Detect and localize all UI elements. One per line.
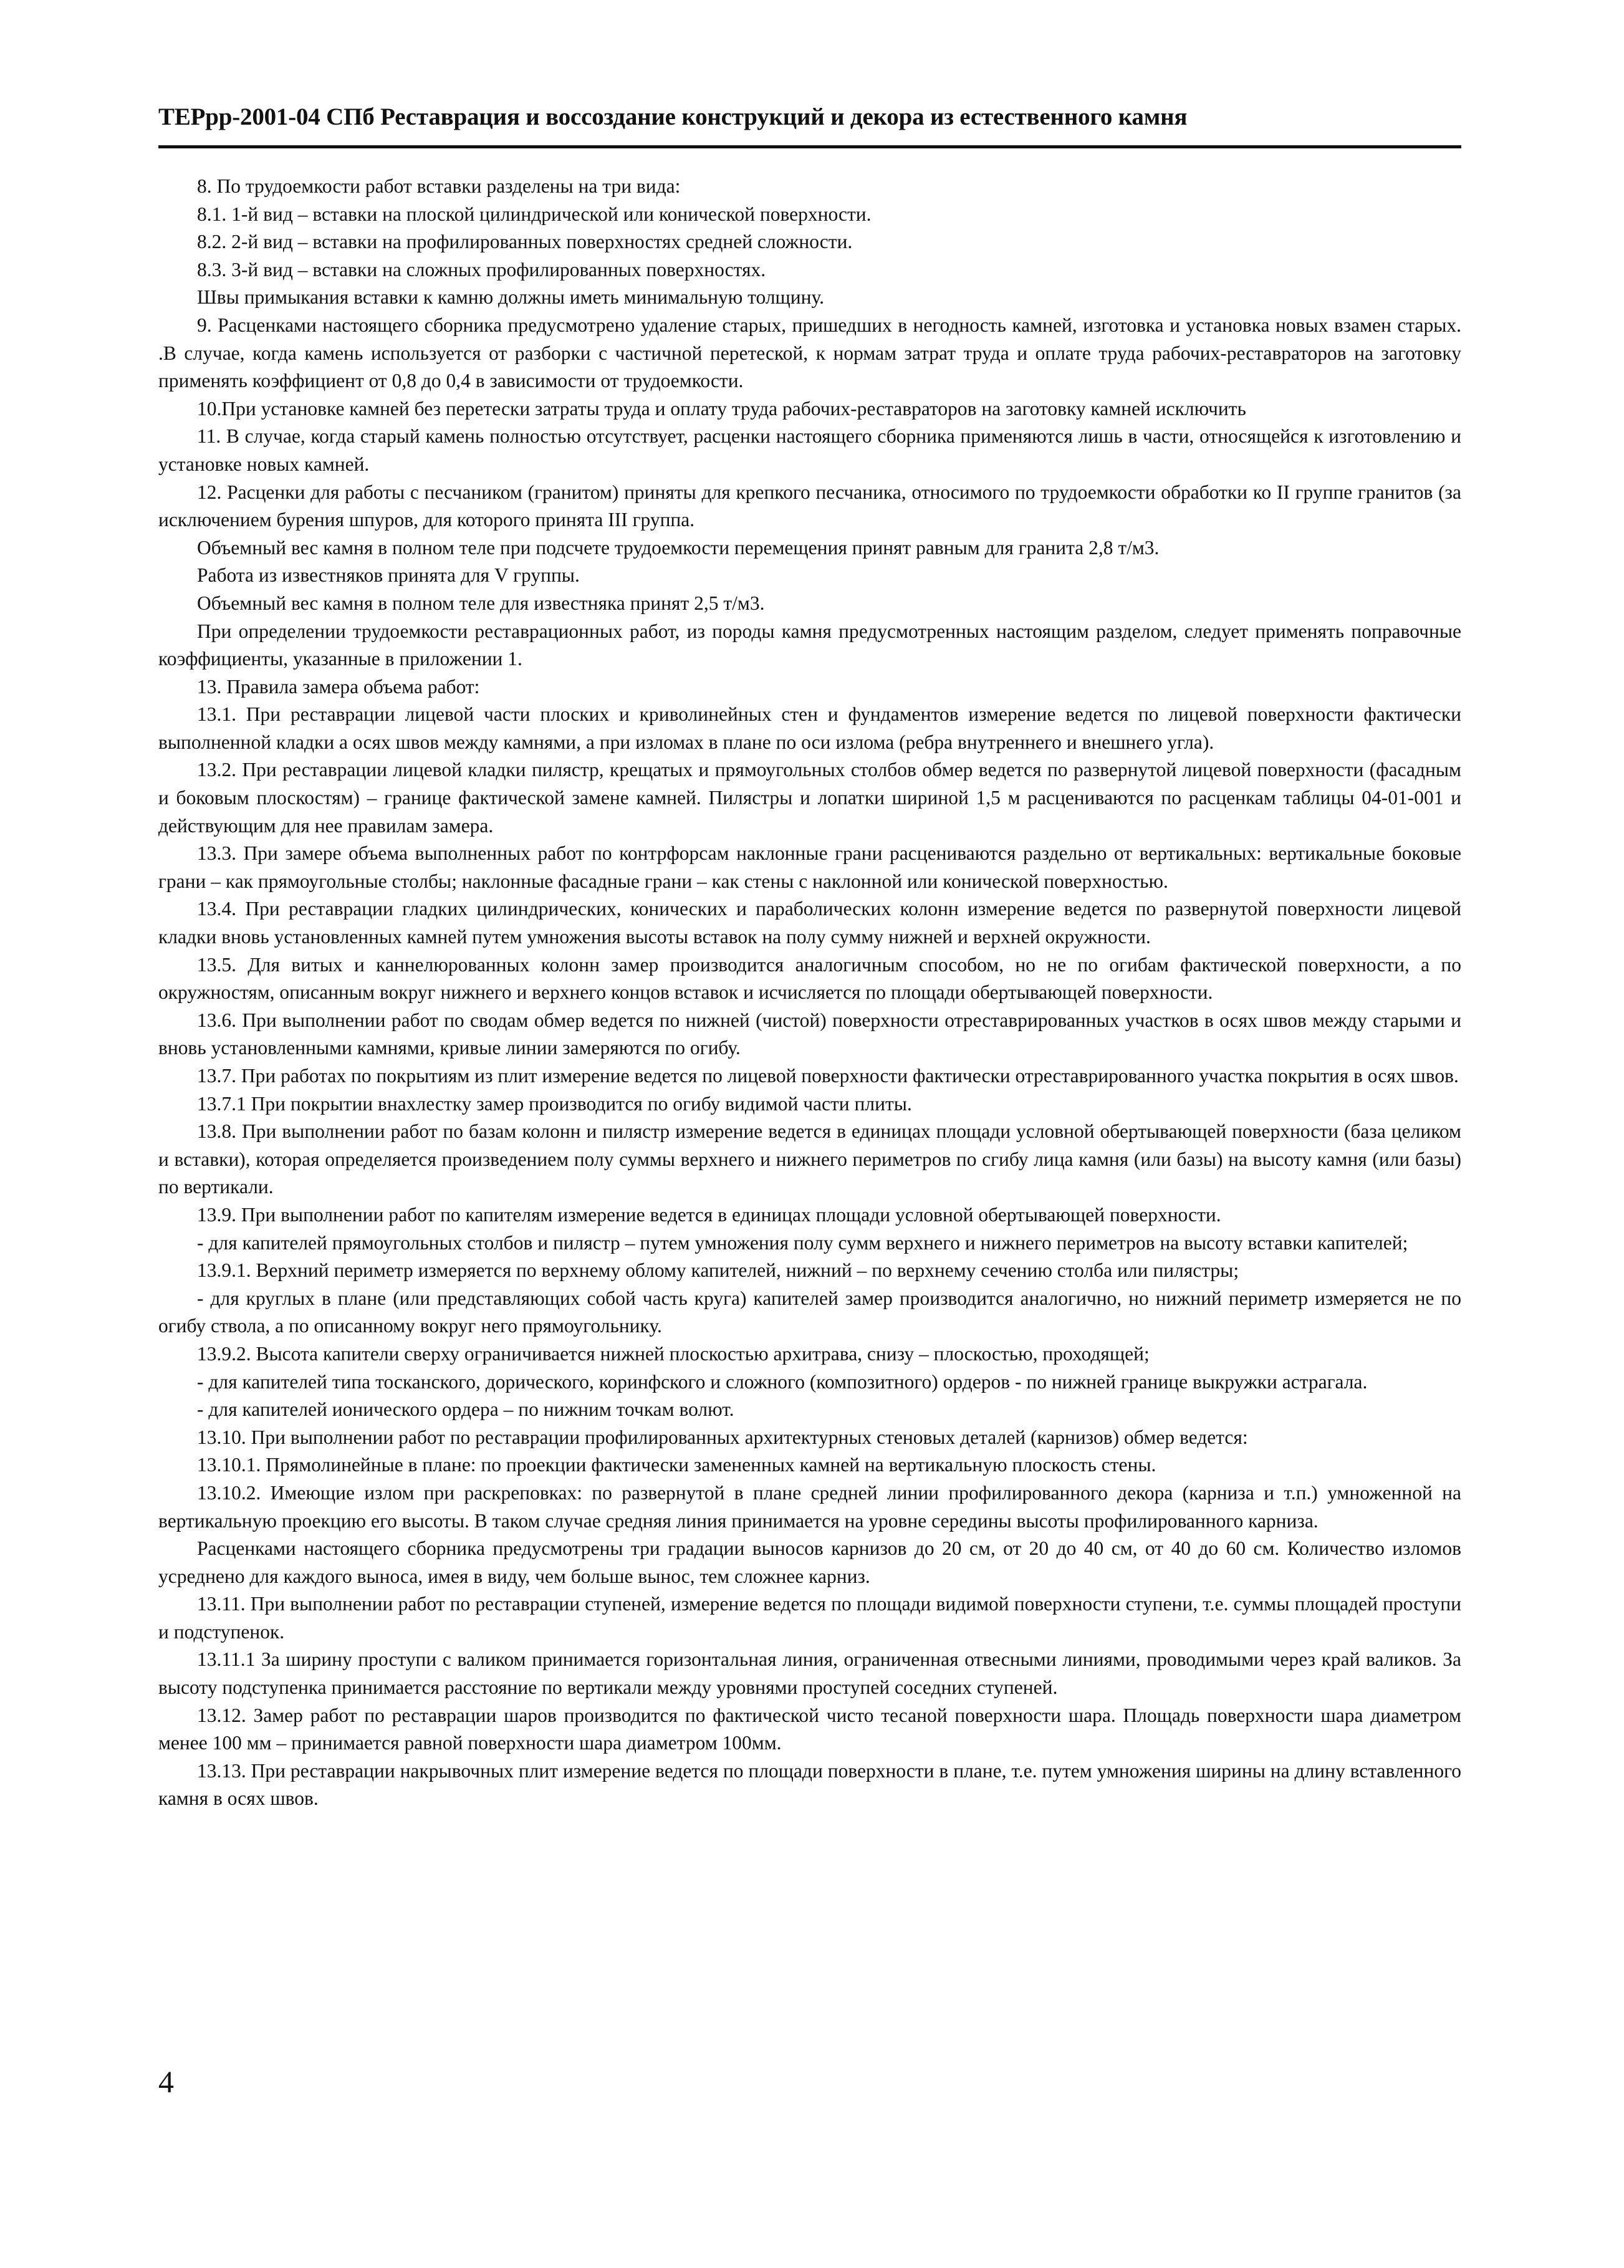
body-paragraph: - для капителей типа тосканского, дорического, коринфского и сложного (композитного) ордеров - по нижней границе выкружки астрагала. [197,1370,1368,1393]
body-paragraph: 13.11. При выполнении работ по реставрации ступеней, измерение ведется по площади видимой поверхности ступени, т.е. суммы площадей проступи и подступенок. [158,1593,1461,1643]
body-paragraph: 13.1. При реставрации лицевой части плоских и криволинейных стен и фундаментов измерение ведется по лицевой поверхности фактически выполненной кладки а осях швов между камнями, а при изломах в плане по оси излома (ребра внутреннего и внешнего угла). [158,703,1461,753]
body-paragraph: 11. В случае, когда старый камень полностью отсутствует, расценки настоящего сборника применяются лишь в части, относящейся к изготовлению и установке новых камней. [158,425,1461,475]
body-paragraph: При определении трудоемкости реставрационных работ, из породы камня предусмотренных настоящим разделом, следует применять поправочные коэффициенты, указанные в приложении 1. [158,620,1461,670]
body-paragraph: 13.6. При выполнении работ по сводам обмер ведется по нижней (чистой) поверхности отреставрированных участков в осях швов между старыми и вновь установленными камнями, кривые линии замеряются по огибу. [158,1009,1461,1059]
body-paragraph: 13.10.2. Имеющие излом при раскреповках: по развернутой в плане средней линии профилированного декора (карниза и т.п.) умноженной на вертикальную проекцию его высоты. В таком случае средняя линия принимается на уровне середины высоты профилированного карниза. [158,1481,1461,1532]
body-paragraph: 8.1. 1-й вид – вставки на плоской цилиндрической или конической поверхности. [197,203,872,225]
body-paragraph: - для капителей ионического ордера – по нижним точкам волют. [197,1398,734,1421]
body-paragraph: 13.11.1 За ширину проступи с валиком принимается горизонтальная линия, ограниченная отвесными линиями, проводимыми через край валиков. За высоту подступенка принимается расстояние по вертикали между уровнями проступей соседних ступеней. [158,1648,1461,1699]
header-divider [158,145,1461,148]
body-paragraph: 8.2. 2-й вид – вставки на профилированных поверхностях средней сложности. [197,231,853,253]
body-paragraph: 13.5. Для витых и каннелюрованных колонн замер производится аналогичным способом, но не по огибам фактической поверхности, а по окружностям, описанным вокруг нижнего и верхнего концов вставок и исчисляется по площади обертывающей поверхности. [158,953,1461,1004]
body-paragraph: 12. Расценки для работы с песчаником (гранитом) приняты для крепкого песчаника, относимого по трудоемкости обработки ко II группе гранитов (за исключением бурения шпуров, для которого принята III группа. [158,481,1461,531]
body-paragraph: - для круглых в плане (или представляющих собой часть круга) капителей замер производится аналогично, но нижний периметр измеряется не по огибу ствола, а по описанному вокруг него прямоугольнику. [158,1287,1461,1337]
body-paragraph: 13.4. При реставрации гладких цилиндрических, конических и параболических колонн измерение ведется по развернутой поверхности лицевой кладки вновь установленных камней путем умножения высоты вставок на полу сумму нижней и верхней окружности. [158,898,1461,948]
body-paragraph: Расценками настоящего сборника предусмотрены три градации выносов карнизов до 20 см, от 20 до 40 см, от 40 до 60 см. Количество изломов усреднено для каждого выноса, имея в виду, чем больше вынос, тем сложнее карниз. [158,1537,1461,1587]
body-paragraph: 9. Расценками настоящего сборника предусмотрено удаление старых, пришедших в негодность камней, изготовка и установка новых взамен старых. .В случае, когда камень используется от разборки с частичной перетеской, к нормам затрат труда и оплате труда рабочих-реставраторов на заготовку применять коэффициент от 0,8 до 0,4 в зависимости от трудоемкости. [158,314,1461,392]
body-paragraph: 13.7. При работах по покрытиям из плит измерение ведется по лицевой поверхности фактически отреставрированного участка покрытия в осях швов. [197,1065,1459,1087]
body-paragraph: Работа из известняков принята для V группы. [197,564,580,587]
body-paragraph: Швы примыкания вставки к камню должны иметь минимальную толщину. [197,286,824,309]
body-paragraph: Объемный вес камня в полном теле при подсчете трудоемкости перемещения принят равным для гранита 2,8 т/м3. [197,536,1160,559]
body-paragraph: 13.8. При выполнении работ по базам колонн и пилястр измерение ведется в единицах площади условной обертывающей поверхности (база целиком и вставки), которая определяется произведением полу суммы верхнего и нижнего периметров по сгибу лица камня (или базы) на высоту камня (или базы) по вертикали. [158,1120,1461,1198]
document-body [158,173,1461,1813]
body-paragraph: 13.10.1. Прямолинейные в плане: по проекции фактически замененных камней на вертикальную плоскость стены. [197,1454,1156,1476]
body-paragraph: - для капителей прямоугольных столбов и пилястр – путем умножения полу сумм верхнего и нижнего периметров на высоту вставки капителей; [197,1231,1408,1254]
page-number: 4 [158,2064,174,2099]
body-paragraph: 10.При установке камней без перетески затраты труда и оплату труда рабочих-реставраторов на заготовку камней исключить [197,397,1246,420]
body-paragraph: 13.9. При выполнении работ по капителям измерение ведется в единицах площади условной обертывающей поверхности. [197,1203,1221,1226]
body-paragraph: 13.9.2. Высота капители сверху ограничивается нижней плоскостью архитрава, снизу – плоскостью, проходящей; [197,1342,1150,1365]
body-paragraph: 13. Правила замера объема работ: [197,675,480,698]
body-paragraph: 8. По трудоемкости работ вставки разделены на три вида: [197,175,681,197]
body-paragraph: Объемный вес камня в полном теле для известняка принят 2,5 т/м3. [197,592,765,614]
body-paragraph: 8.3. 3-й вид – вставки на сложных профилированных поверхностях. [197,258,766,281]
body-paragraph: 13.9.1. Верхний периметр измеряется по верхнему облому капителей, нижний – по верхнему сечению столба или пилястры; [197,1259,1239,1282]
body-paragraph: 13.2. При реставрации лицевой кладки пилястр, крещатых и прямоугольных столбов обмер ведется по развернутой лицевой поверхности (фасадным и боковым плоскостям) – границе фактической замене камней. Пилястры и лопатки шириной 1,5 м расцениваются по расценкам таблицы 04-01-001 и действующим для нее правилам замера. [158,759,1461,837]
body-paragraph: 13.10. При выполнении работ по реставрации профилированных архитектурных стеновых деталей (карнизов) обмер ведется: [197,1426,1248,1448]
page-header-title: ТЕРрр-2001-04 СПб Реставрация и воссоздание конструкций и декора из естественного камня [158,103,1188,130]
body-paragraph: 13.7.1 При покрытии внахлестку замер производится по огибу видимой части плиты. [197,1092,912,1115]
body-paragraph: 13.3. При замере объема выполненных работ по контрфорсам наклонные грани расцениваются раздельно от вертикальных: вертикальные боковые грани – как прямоугольные столбы; наклонные фасадные грани – как стены с наклонной или конической поверхностью. [158,842,1461,892]
body-paragraph: 13.13. При реставрации накрывочных плит измерение ведется по площади поверхности в плане, т.е. путем умножения ширины на длину вставленного камня в осях швов. [158,1759,1461,1810]
body-paragraph: 13.12. Замер работ по реставрации шаров производится по фактической чисто тесаной поверхности шара. Площадь поверхности шара диаметром менее 100 мм – принимается равной поверхности шара диаметром 100мм. [158,1704,1461,1754]
